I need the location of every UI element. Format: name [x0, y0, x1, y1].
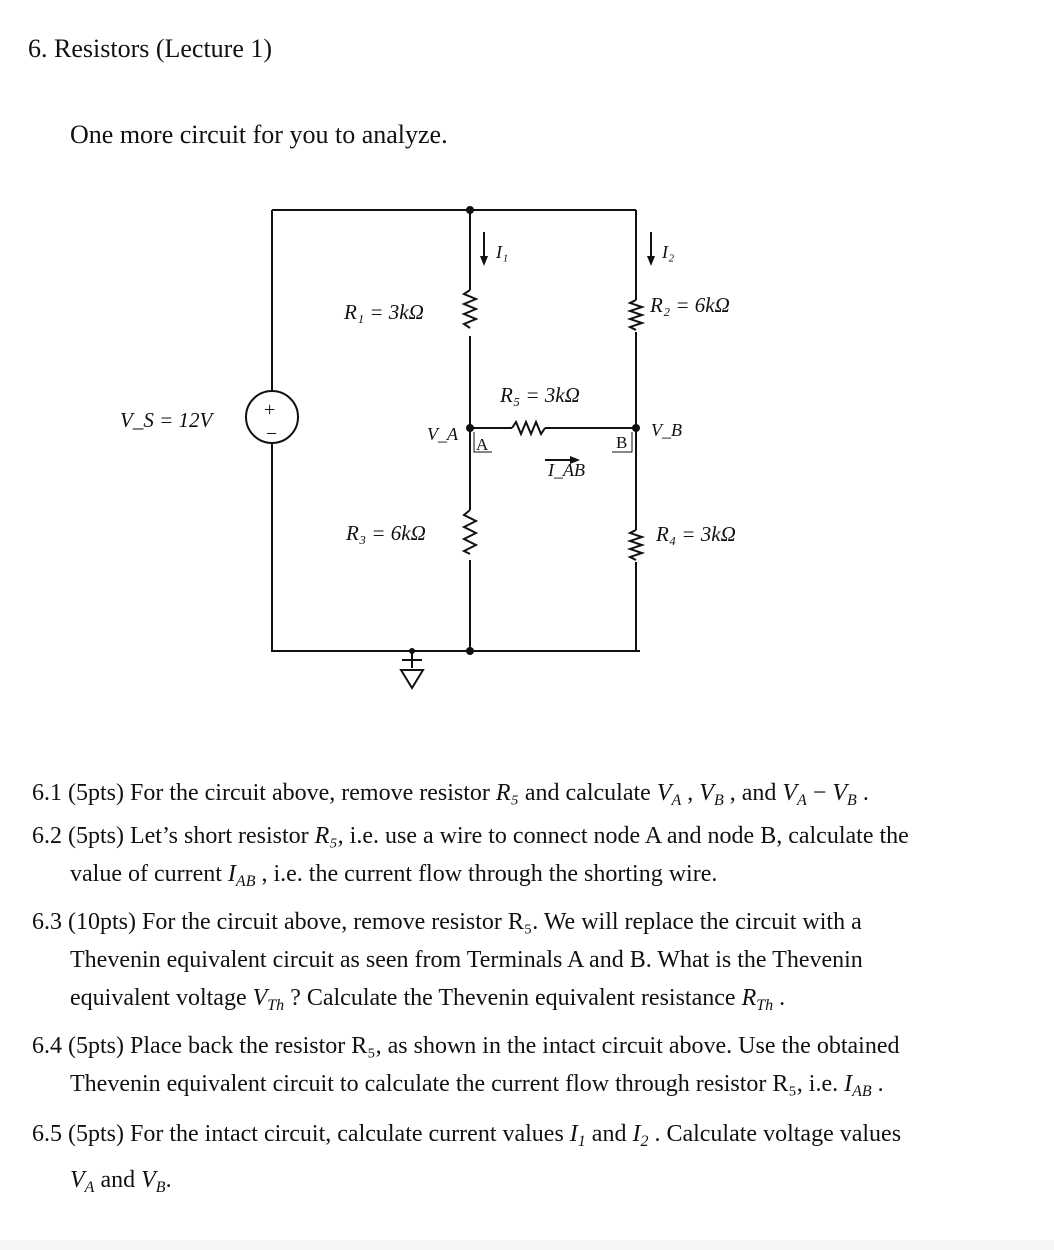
question-6-4: 6.4 (5pts) Place back the resistor R₅, as shown in the intact circuit above. Use the obtained Thevenin equivalent circuit to calculate the current flow through resistor R₅, i.e. $I_{AB}$ . — [32, 1033, 900, 1100]
junction-top — [466, 206, 474, 214]
question-6-2: 6.2 (5pts) Let’s short resistor R₅, i.e. use a wire to connect node A and node B, calculate the value of current $I_{AB}$ , i.e. the current flow through the shorting wire. — [32, 823, 909, 890]
r1-label: R₁ = 3kΩ — [344, 300, 424, 324]
question-6-1: 6.1 (5pts) For the circuit above, remove resistor R₅ and calculate $V_A$ , $V_B$ , and $V_A - V_B$ . — [32, 780, 869, 809]
question-6-3: 6.3 (10pts) For the circuit above, remove resistor R₅. We will replace the circuit with a Thevenin equivalent circuit as seen from Terminals A and B. What is the Thevenin equivalent voltage $V_{Th}$ ? Calculate the Thevenin equivalent resistance $R_{Th}$ . — [32, 909, 863, 1014]
node-a-dot — [466, 424, 474, 432]
r5-label: R₅ = 3kΩ — [500, 383, 580, 407]
va-label: V_A — [427, 424, 458, 444]
i1-arrowhead — [480, 256, 488, 266]
problem-heading: 6. Resistors (Lecture 1) — [28, 34, 273, 63]
vb-label: V_B — [651, 420, 682, 440]
iab-label: I_AB — [548, 460, 585, 480]
r2-zigzag — [630, 300, 642, 330]
r3-zigzag — [464, 510, 476, 554]
ground-symbol — [401, 670, 423, 688]
source-label: V_S = 12V — [120, 408, 213, 432]
source-minus: − — [266, 423, 278, 445]
r2-label: R₂ = 6kΩ — [650, 293, 730, 317]
i2-label: I₂ — [662, 242, 675, 262]
r4-zigzag — [630, 530, 642, 560]
node-b-label: B — [616, 433, 628, 452]
source-plus: + — [264, 399, 276, 421]
question-6-5: 6.5 (5pts) For the intact circuit, calculate current values $I_1$ and $I_2$ . Calculate voltage values $V_A$ and $V_B$. — [32, 1121, 902, 1196]
page-bottom-strip — [0, 1240, 1054, 1250]
ground-junction — [409, 648, 415, 654]
i1-label: I₁ — [496, 242, 509, 262]
node-a-label: A — [476, 435, 489, 454]
junction-bottom — [466, 647, 474, 655]
r4-label: R₄ = 3kΩ — [656, 522, 736, 546]
i2-arrowhead — [647, 256, 655, 266]
r5-zigzag — [512, 422, 545, 434]
intro-text: One more circuit for you to analyze. — [70, 120, 448, 149]
r3-label: R₃ = 6kΩ — [346, 521, 426, 545]
node-b-dot — [632, 424, 640, 432]
r1-zigzag — [464, 290, 476, 328]
